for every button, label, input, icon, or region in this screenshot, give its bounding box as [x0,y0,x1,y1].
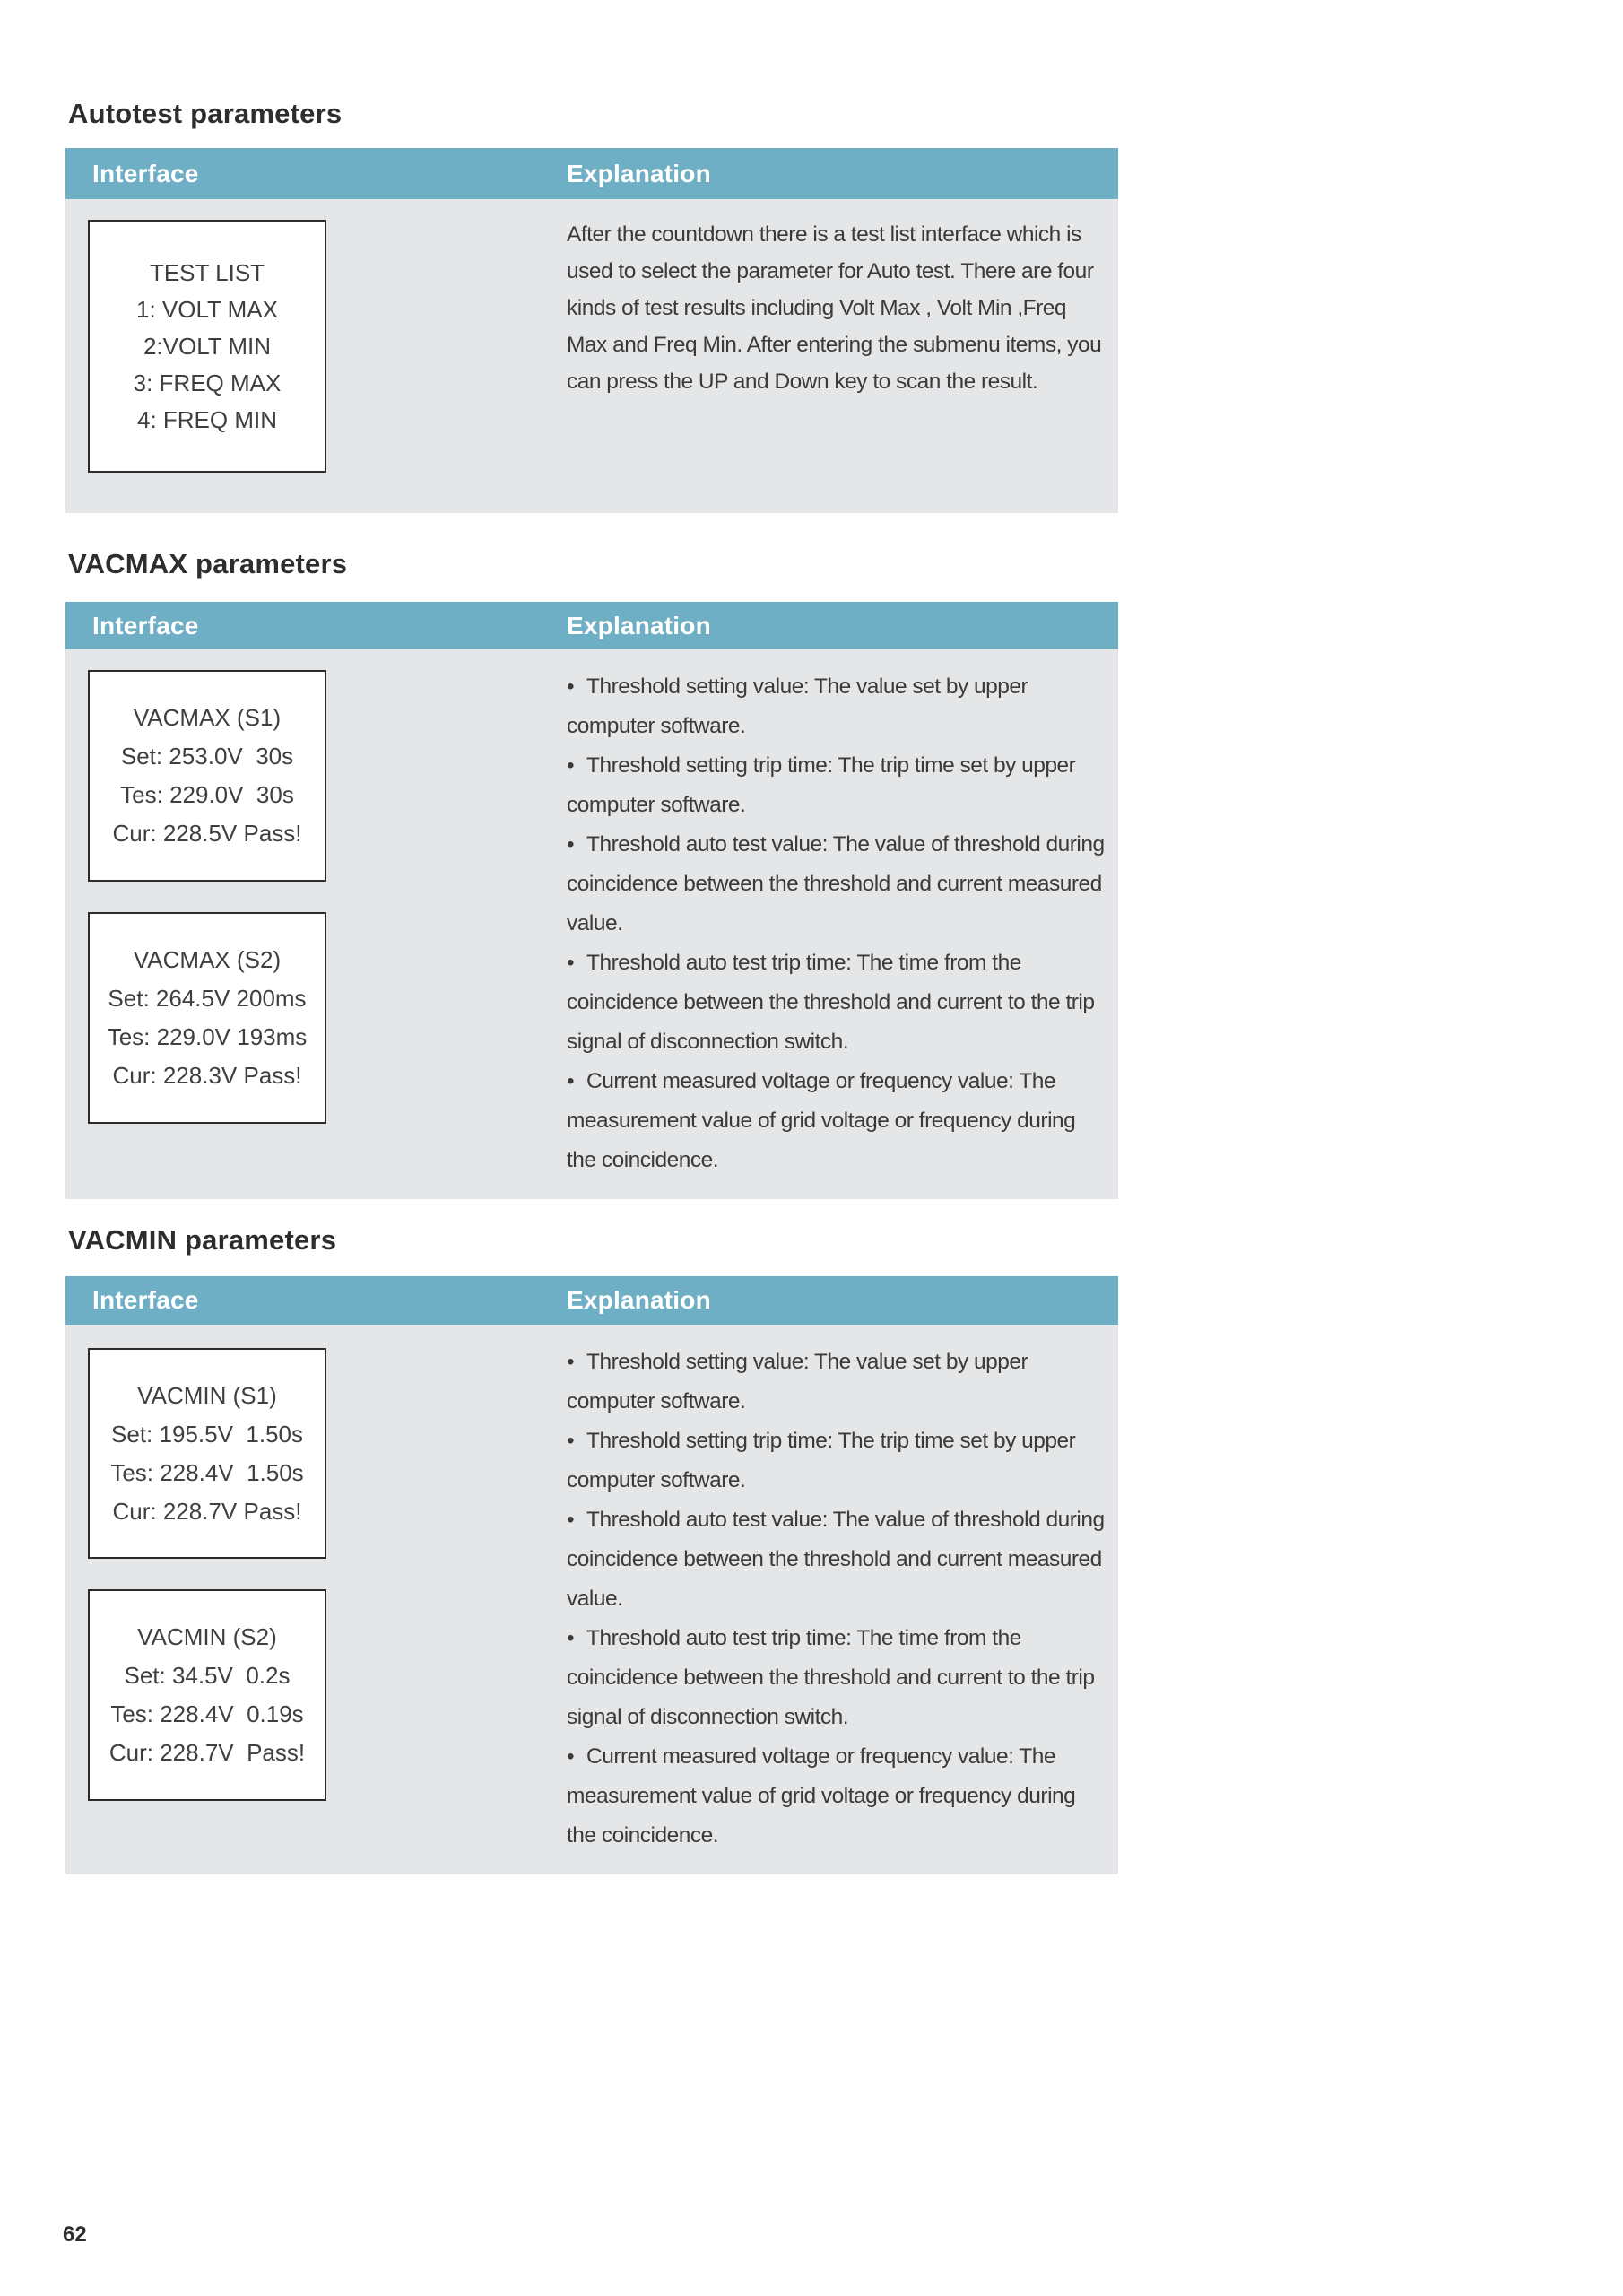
explanation-bullet [567,1619,1109,1737]
screen-line: VACMIN (S2) [137,1623,277,1650]
explanation-column-header: Explanation [567,611,711,639]
vacmin-s2-screen [88,1589,326,1801]
screen-line: Set: 264.5V 200ms [108,985,307,1012]
screen-line: TEST LIST [149,258,265,286]
screen-line: Set: 34.5V 0.2s [124,1662,291,1689]
explanation-column-header: Explanation [567,159,711,187]
interface-column-header: Interface [92,611,199,639]
bullet-icon: • [567,951,575,975]
screen-line: Cur: 228.7V Pass! [108,1739,306,1766]
bullet-icon: • [567,1744,575,1769]
explanation-bullet [567,1500,1109,1619]
screen-line: 2:VOLT MIN [143,332,272,360]
screen-line: Tes: 228.4V 1.50s [110,1458,304,1486]
screen-line: VACMIN (S1) [137,1381,277,1409]
bullet-text: Threshold auto test trip time: The time from the coincidence between the threshold and current to the trip signal of disconnection switch. [567,951,1095,1054]
screen-line: 3: FREQ MAX [133,369,282,396]
explanation-bullet-list [567,1343,1109,1856]
bullet-icon: • [567,1429,575,1453]
section-heading-vacmax: VACMAX parameters [68,548,348,579]
bullet-text: Threshold setting trip time: The trip time set by upper computer software. [567,1429,1076,1492]
bullet-text: Threshold setting trip time: The trip time set by upper computer software. [567,753,1076,817]
screen-line: Cur: 228.7V Pass! [112,1497,302,1525]
screen-line: Tes: 229.0V 193ms [107,1023,308,1050]
table-header-row [65,148,1118,199]
bullet-icon: • [567,1350,575,1374]
screen-line: Cur: 228.3V Pass! [112,1062,302,1089]
vacmax-s2-screen [88,912,326,1124]
explanation-bullet-list [567,667,1109,1180]
bullet-icon: • [567,753,575,778]
bullet-text: Threshold setting value: The value set by upper computer software. [567,1350,1028,1413]
bullet-icon: • [567,832,575,857]
screen-line: Set: 253.0V 30s [120,743,294,770]
section-heading-vacmin: VACMIN parameters [68,1224,337,1256]
vacmin-s1-screen [88,1348,326,1559]
bullet-icon: • [567,1626,575,1650]
test-list-screen [88,220,326,473]
bullet-text: Current measured voltage or frequency value: The measurement value of grid voltage or frequency during the coincidence. [567,1069,1076,1172]
explanation-bullet [567,1422,1109,1500]
bullet-text: Threshold setting value: The value set by upper computer software. [567,674,1028,738]
screen-line: Tes: 229.0V 30s [120,781,294,808]
autotest-parameters-table [65,148,1118,513]
bullet-icon: • [567,674,575,699]
bullet-text: Current measured voltage or frequency value: The measurement value of grid voltage or frequency during the coincidence. [567,1744,1076,1848]
screen-line: Cur: 228.5V Pass! [112,820,302,847]
table-header-row [65,602,1118,649]
screen-line: Tes: 228.4V 0.19s [110,1700,304,1727]
vacmax-parameters-table [65,602,1118,1199]
bullet-text: Threshold auto test value: The value of threshold during coincidence between the threshold and current measured value. [567,1508,1105,1611]
vacmin-parameters-table [65,1276,1118,1874]
explanation-bullet [567,825,1109,944]
table-body [65,199,1118,513]
screen-line: VACMAX (S1) [133,704,282,731]
screen-line: VACMAX (S2) [133,946,282,973]
explanation-column-header: Explanation [567,1286,711,1314]
explanation-bullet [567,746,1109,825]
bullet-text: Threshold auto test value: The value of threshold during coincidence between the threshold and current measured value. [567,832,1105,935]
screen-line: Set: 195.5V 1.50s [111,1420,303,1448]
bullet-icon: • [567,1508,575,1532]
screen-line: 1: VOLT MAX [136,295,278,323]
vacmax-s1-screen [88,670,326,882]
explanation-bullet [567,667,1109,746]
explanation-bullet [567,944,1109,1062]
explanation-bullet [567,1737,1109,1856]
table-header-row [65,1276,1118,1325]
interface-column-header: Interface [92,1286,199,1314]
table-body [65,649,1118,1199]
screen-line: 4: FREQ MIN [136,405,277,433]
bullet-text: Threshold auto test trip time: The time from the coincidence between the threshold and current to the trip signal of disconnection switch. [567,1626,1095,1729]
interface-column-header: Interface [92,159,199,187]
section-heading-autotest: Autotest parameters [68,98,343,129]
explanation-bullet [567,1343,1109,1422]
table-body [65,1325,1118,1874]
page-number: 62 [63,2222,87,2247]
explanation-paragraph: After the countdown there is a test list interface which is used to select the parameter for Auto test. There are four kinds of test results including Volt Max , Volt Min ,Freq Max and Freq Min. After entering the submenu items, you can press the UP and Down key to scan the result. [567,222,1102,394]
bullet-icon: • [567,1069,575,1093]
explanation-bullet [567,1062,1109,1180]
